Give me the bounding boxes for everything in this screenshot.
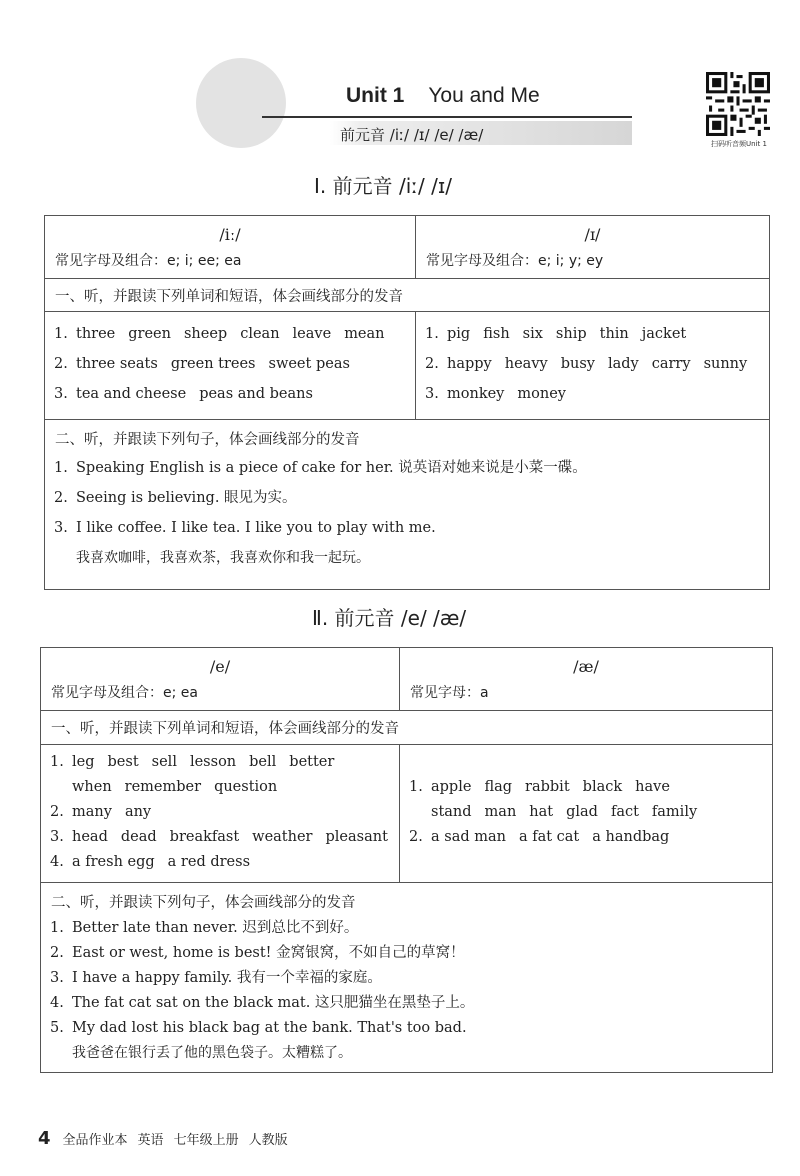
sentence-line: 2. East or west, home is best! 金窝银窝，不如自己的草窝！: [50, 945, 465, 961]
section2-part1-title: 一、听，并跟读下列单词和短语，体会画线部分的发音: [41, 711, 773, 745]
page-number: 4: [38, 1128, 51, 1149]
sentence-line: 3. I like coffee. I like tea. I like you to play with me.: [54, 520, 436, 536]
section1-right-words: [416, 312, 770, 420]
word-line: 2. happy heavy busy lady carry sunny: [425, 356, 748, 372]
word-line: 2. a sad man a fat cat a handbag: [409, 829, 670, 845]
section2-right-symbol: /æ/: [573, 657, 599, 676]
book-name: 全品作业本: [62, 1133, 128, 1148]
section2-heading: Ⅱ. 前元音 /e/ /æ/: [312, 606, 467, 630]
word-line: stand man hat glad fact family: [431, 804, 698, 820]
section2-right-words: [400, 745, 773, 883]
sentence-line: 1. Better late than never. 迟到总比不到好。: [50, 920, 359, 936]
section1-sentences: [45, 420, 770, 590]
sentence-line: 2. Seeing is believing. 眼见为实。: [54, 490, 297, 506]
grade-name: 七年级上册: [173, 1133, 239, 1148]
section2-table: [40, 647, 773, 1073]
word-line: 2. many any: [50, 804, 152, 820]
sentence-line: 我爸爸在银行丢了他的黑色袋子。太糟糕了。: [72, 1045, 352, 1061]
title-rule: [262, 116, 632, 118]
qr-caption: 扫码听音频Unit 1: [711, 140, 767, 148]
unit-name: You and Me: [428, 84, 540, 107]
section2-right-label: 常见字母：a: [410, 685, 489, 701]
sentence-line: 1. Speaking English is a piece of cake for her. 说英语对她来说是小菜一碟。: [54, 460, 587, 476]
sentence-line: 5. My dad lost his black bag at the bank. That's too bad.: [50, 1020, 467, 1036]
section2-left-label: 常见字母及组合：e; ea: [51, 685, 198, 701]
unit-title: [346, 84, 540, 108]
sentence-line: 我喜欢咖啡，我喜欢茶，我喜欢你和我一起玩。: [76, 550, 370, 566]
sentence-line: 4. The fat cat sat on the black mat. 这只肥猫坐在黑垫子上。: [50, 995, 475, 1011]
section1-left-symbol: /iː/: [219, 225, 241, 244]
edition-name: 人教版: [248, 1133, 288, 1148]
word-line: 3. tea and cheese peas and beans: [54, 386, 313, 402]
section1-left-header-cell: [45, 216, 416, 279]
section1-right-label: 常见字母及组合：e; i; y; ey: [426, 253, 604, 269]
unit-number: Unit 1: [346, 84, 405, 107]
unit-subtitle: 前元音 /iː/ /ɪ/ /e/ /æ/: [340, 126, 484, 144]
section1-part2-title: 二、听，并跟读下列句子，体会画线部分的发音: [55, 432, 360, 448]
word-line: 1. leg best sell lesson bell better: [50, 754, 335, 770]
section2-left-header-cell: [41, 648, 400, 711]
section1-table: [44, 215, 770, 590]
section2-right-header-cell: [400, 648, 773, 711]
word-line: 4. a fresh egg a red dress: [50, 854, 251, 870]
word-line: 1. pig fish six ship thin jacket: [425, 326, 687, 342]
qr-code-icon[interactable]: [706, 72, 770, 136]
section1-left-label: 常见字母及组合：e; i; ee; ea: [55, 253, 242, 269]
section1-right-header-cell: [416, 216, 770, 279]
section1-right-symbol: /ɪ/: [584, 225, 601, 244]
section2-left-words: [41, 745, 400, 883]
section1-left-words: [45, 312, 416, 420]
subject-name: 英语: [137, 1133, 164, 1148]
word-line: when remember question: [72, 779, 278, 795]
section2-left-symbol: /e/: [209, 657, 231, 676]
section2-sentences: [41, 883, 773, 1073]
section1-part1-title: 一、听，并跟读下列单词和短语，体会画线部分的发音: [45, 279, 770, 312]
word-line: 3. monkey money: [425, 386, 566, 402]
word-line: 2. three seats green trees sweet peas: [54, 356, 350, 372]
section2-part2-title: 二、听，并跟读下列句子，体会画线部分的发音: [51, 895, 356, 911]
section1-heading: Ⅰ. 前元音 /iː/ /ɪ/: [314, 174, 453, 198]
word-line: 3. head dead breakfast weather pleasant: [50, 829, 388, 845]
sentence-line: 3. I have a happy family. 我有一个幸福的家庭。: [50, 970, 382, 986]
decorative-circle: [196, 58, 286, 148]
page-footer: [38, 1128, 288, 1149]
word-line: 1. apple flag rabbit black have: [409, 779, 670, 795]
word-line: 1. three green sheep clean leave mean: [54, 326, 385, 342]
